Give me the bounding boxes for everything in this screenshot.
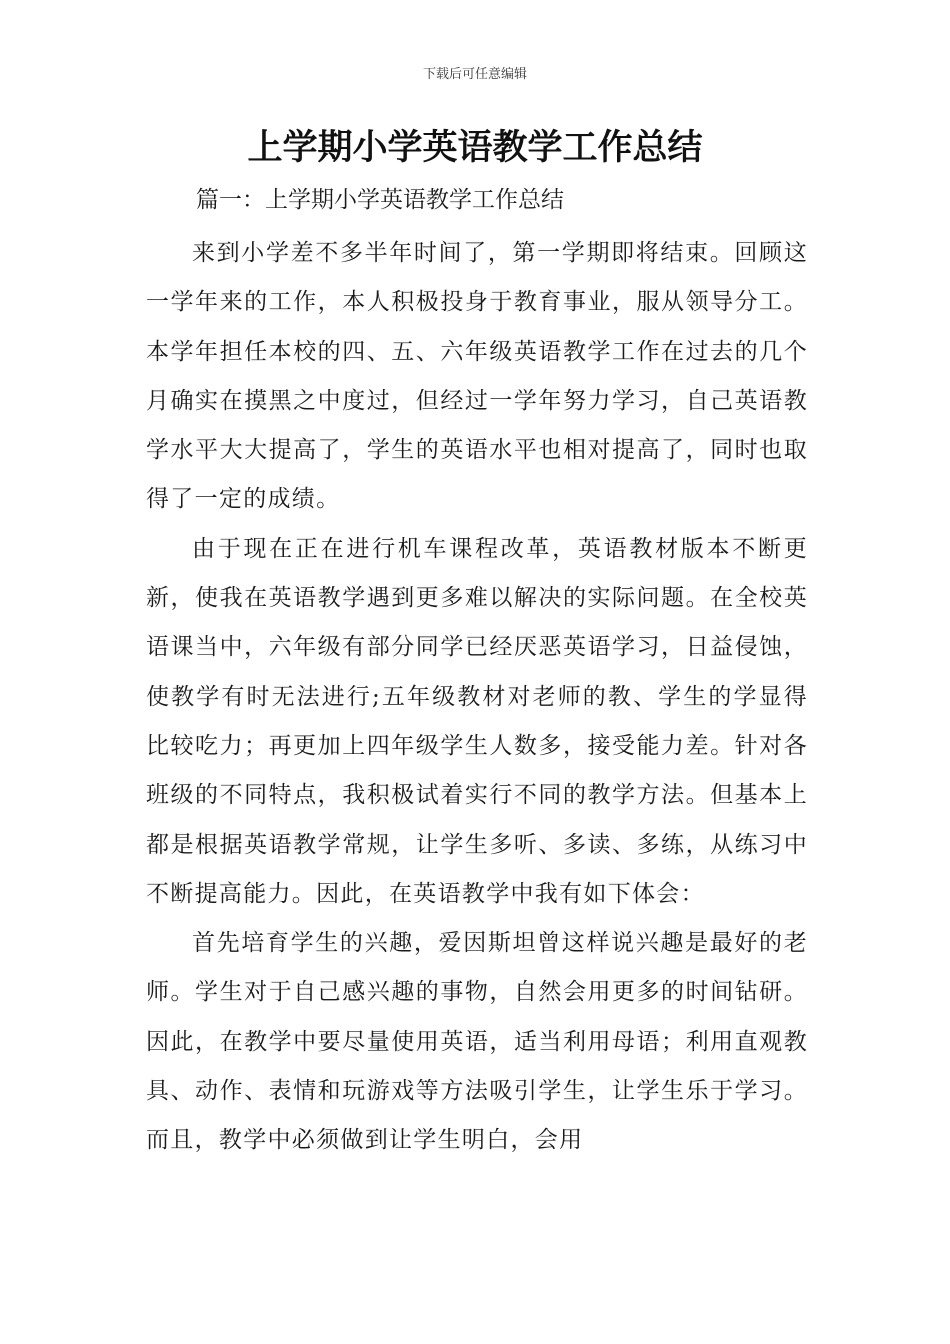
paragraph-3: 首先培育学生的兴趣，爱因斯坦曾这样说兴趣是最好的老师。学生对于自己感兴趣的事物，自然会用更多的时间钻研。因此，在教学中要尽量使用英语，适当利用母语；利用直观教具、动作、表情和玩游戏等方法吸引学生，让学生乐于学习。而且，教学中必须做到让学生明白，会用 <box>146 930 808 1154</box>
paragraph-2: 由于现在正在进行机车课程改革，英语教材版本不断更新，使我在英语教学遇到更多难以解决的实际问题。在全校英语课当中，六年级有部分同学已经厌恶英语学习，日益侵蚀，使教学有时无法进行;五年级教材对老师的教、学生的学显得比较吃力；再更加上四年级学生人数多，接受能力差。针对各班级的不同特点，我积极试着实行不同的教学方法。但基本上都是根据英语教学常规，让学生多听、多读、多练，从练习中不断提高能力。因此，在英语教学中我有如下体会： <box>146 535 808 907</box>
paragraph-1: 来到小学差不多半年时间了，第一学期即将结束。回顾这一学年来的工作，本人积极投身于教育事业，服从领导分工。本学年担任本校的四、五、六年级英语教学工作在过去的几个月确实在摸黑之中度过，但经过一学年努力学习，自己英语教学水平大大提高了，学生的英语水平也相对提高了，同时也取得了一定的成绩。 <box>146 240 808 513</box>
document-title: 上学期小学英语教学工作总结 <box>247 128 703 168</box>
header-note: 下载后可任意编辑 <box>422 67 527 82</box>
document-body <box>146 229 808 1166</box>
document-subtitle: 篇一：上学期小学英语教学工作总结 <box>196 187 564 213</box>
